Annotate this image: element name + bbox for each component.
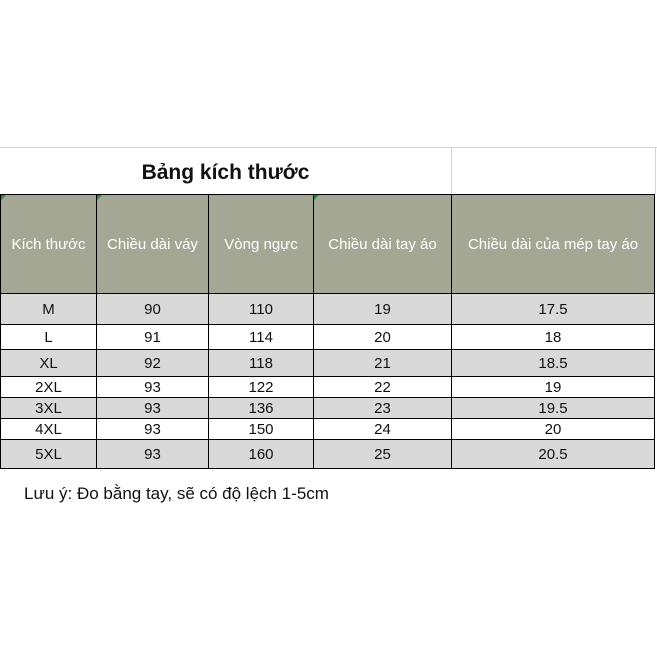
table-row [1,398,655,419]
cell[interactable]: 24 [314,419,452,440]
cell[interactable]: 110 [209,294,314,325]
cell[interactable]: 118 [209,350,314,377]
title-row [0,148,657,194]
spreadsheet-area [0,147,657,511]
cell[interactable]: 22 [314,377,452,398]
table-row [1,440,655,469]
cell[interactable]: 23 [314,398,452,419]
grid-line [451,148,452,194]
cell[interactable]: 25 [314,440,452,469]
grid-line [655,148,656,194]
cell[interactable]: 20.5 [452,440,655,469]
table-title: Bảng kích thước [141,161,310,184]
cell[interactable]: 2XL [1,377,97,398]
cell[interactable]: 18.5 [452,350,655,377]
measurement-note: Lưu ý: Đo bằng tay, sẽ có độ lệch 1-5cm [24,484,329,503]
cell[interactable]: 93 [97,377,209,398]
table-row [1,325,655,350]
cell[interactable]: 20 [452,419,655,440]
cell[interactable]: 92 [97,350,209,377]
cell[interactable]: 150 [209,419,314,440]
cell-marker-icon [97,195,102,200]
cell[interactable]: 17.5 [452,294,655,325]
cell[interactable]: 90 [97,294,209,325]
cell[interactable]: 122 [209,377,314,398]
cell[interactable]: XL [1,350,97,377]
cell[interactable]: 93 [97,440,209,469]
header-cell-chest[interactable]: Vòng ngực [209,195,314,294]
table-row [1,350,655,377]
cell[interactable]: 19 [314,294,452,325]
cell[interactable]: 114 [209,325,314,350]
cell[interactable]: 93 [97,398,209,419]
size-table [0,194,655,469]
table-row [1,294,655,325]
cell[interactable]: 5XL [1,440,97,469]
cell-marker-icon [1,195,6,200]
table-row [1,419,655,440]
cell[interactable]: 19.5 [452,398,655,419]
cell-marker-icon [314,195,319,200]
cell[interactable]: 93 [97,419,209,440]
cell[interactable]: 136 [209,398,314,419]
cell[interactable]: L [1,325,97,350]
cell[interactable]: 4XL [1,419,97,440]
cell[interactable]: 3XL [1,398,97,419]
cell[interactable]: 19 [452,377,655,398]
cell[interactable]: 160 [209,440,314,469]
cell[interactable]: 21 [314,350,452,377]
header-cell-cuff-length[interactable]: Chiều dài của mép tay áo [452,195,655,294]
table-row [1,377,655,398]
header-cell-dress-length[interactable]: Chiều dài váy [97,195,209,294]
header-row [1,195,655,294]
cell[interactable]: 91 [97,325,209,350]
cell[interactable]: M [1,294,97,325]
cell[interactable]: 18 [452,325,655,350]
cell[interactable]: 20 [314,325,452,350]
header-cell-size[interactable]: Kích thước [1,195,97,294]
header-cell-sleeve-length[interactable]: Chiều dài tay áo [314,195,452,294]
